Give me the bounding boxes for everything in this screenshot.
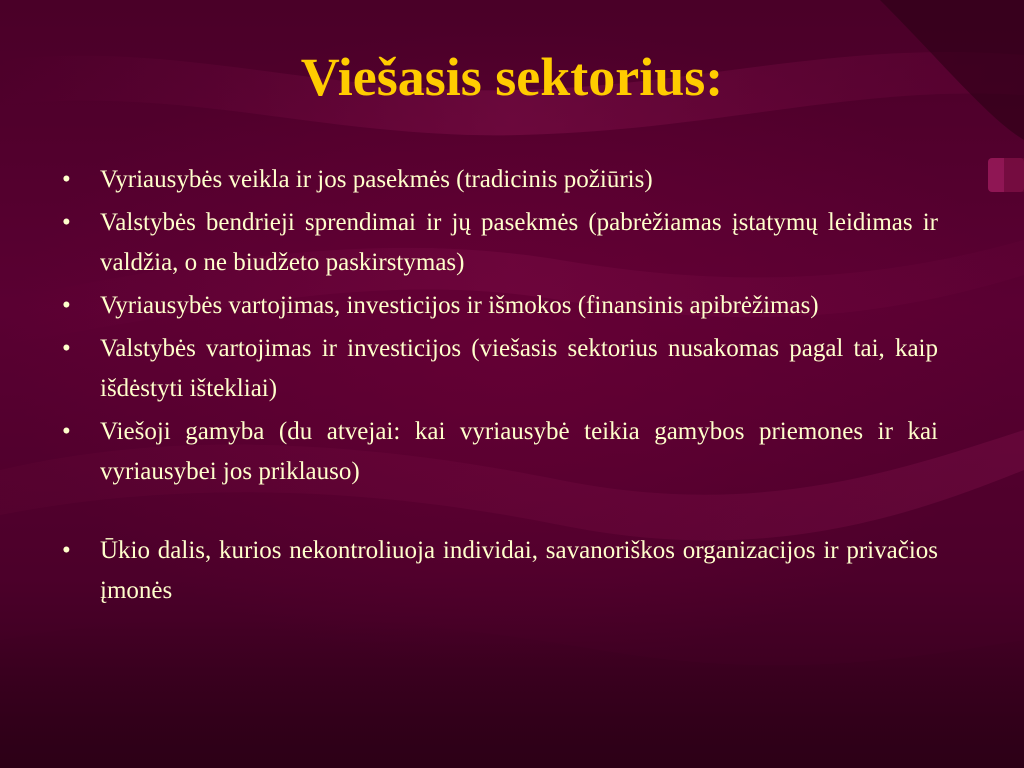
bullet-text: Valstybės bendrieji sprendimai ir jų pasekmės (pabrėžiamas įstatymų leidimas ir valdžia, o ne biudžeto paskirstymas) xyxy=(100,209,938,276)
bullet-item xyxy=(62,160,938,200)
bullet-text: Vyriausybės veikla ir jos pasekmės (tradicinis požiūris) xyxy=(100,166,653,193)
bullet-item xyxy=(62,329,938,409)
bullet-icon: • xyxy=(62,292,71,319)
bullet-item xyxy=(62,286,938,326)
bullet-icon: • xyxy=(62,209,71,236)
bullet-text: Ūkio dalis, kurios nekontroliuoja individai, savanoriškos organizacijos ir privačios įmonės xyxy=(100,537,938,604)
bullet-text: Valstybės vartojimas ir investicijos (viešasis sektorius nusakomas pagal tai, kaip išdėstyti ištekliai) xyxy=(100,335,938,402)
decor-stripe-bottom xyxy=(0,618,1024,768)
bullet-item xyxy=(62,203,938,283)
bullet-icon: • xyxy=(62,166,71,193)
bullet-icon: • xyxy=(62,418,71,445)
bullet-list xyxy=(62,160,938,614)
bullet-icon: • xyxy=(62,537,71,564)
slide-title: Viešasis sektorius: xyxy=(300,47,724,107)
bullet-text: Vyriausybės vartojimas, investicijos ir išmokos (finansinis apibrėžimas) xyxy=(100,292,819,319)
bullet-text: Viešoji gamyba (du atvejai: kai vyriausybė teikia gamybos priemones ir kai vyriausybei jos priklauso) xyxy=(100,418,938,485)
bullet-icon: • xyxy=(62,335,71,362)
bullet-item xyxy=(62,531,938,611)
bullet-item xyxy=(62,412,938,492)
